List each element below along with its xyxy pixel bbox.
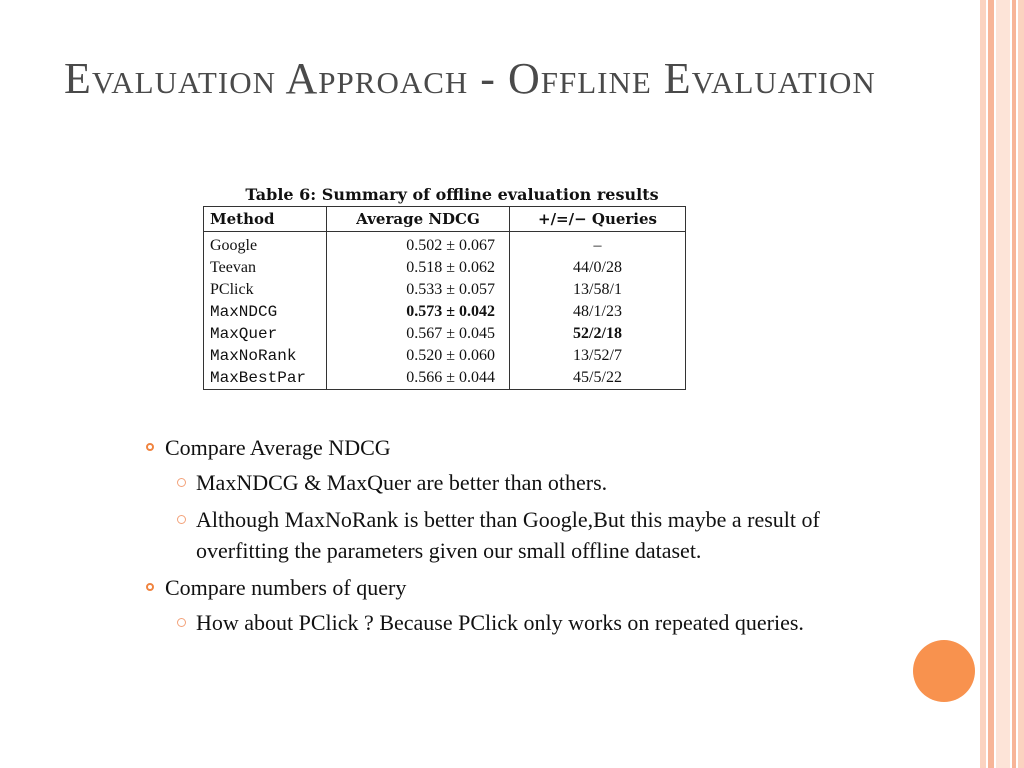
slide-title: Evaluation Approach - Offline Evaluation (64, 54, 876, 103)
bullet-item (145, 432, 865, 463)
results-table (203, 206, 686, 390)
table-row (204, 367, 686, 390)
cell-queries: 52/2/18 (510, 323, 686, 345)
table-row (204, 323, 686, 345)
bullet-marker-icon (146, 443, 154, 451)
header-queries: +/=/− Queries (510, 207, 686, 232)
cell-queries: 48/1/23 (510, 301, 686, 323)
cell-ndcg: 0.520 ± 0.060 (327, 345, 510, 367)
table-row (204, 232, 686, 258)
sub-bullet-item (145, 607, 865, 638)
cell-method: Google (204, 232, 327, 258)
cell-ndcg: 0.567 ± 0.045 (327, 323, 510, 345)
bullet-text: Compare numbers of query (165, 575, 407, 600)
header-method: Method (204, 207, 327, 232)
table-caption: Table 6: Summary of offline evaluation results (245, 185, 659, 204)
sub-bullet-marker-icon (177, 618, 186, 627)
cell-queries: – (510, 232, 686, 258)
bullet-item (145, 572, 865, 603)
cell-method: PClick (204, 279, 327, 301)
table-header-row (204, 207, 686, 232)
cell-method: MaxNDCG (204, 301, 327, 323)
table-row (204, 301, 686, 323)
table-row (204, 279, 686, 301)
header-average-ndcg: Average NDCG (327, 207, 510, 232)
results-table-block (203, 185, 693, 390)
table-row (204, 257, 686, 279)
cell-queries: 45/5/22 (510, 367, 686, 390)
cell-queries: 44/0/28 (510, 257, 686, 279)
cell-ndcg: 0.502 ± 0.067 (327, 232, 510, 258)
sub-bullet-text: How about PClick ? Because PClick only works on repeated queries. (196, 610, 804, 635)
cell-method: Teevan (204, 257, 327, 279)
bullet-list (145, 432, 865, 644)
cell-method: MaxNoRank (204, 345, 327, 367)
sub-bullet-marker-icon (177, 478, 186, 487)
cell-ndcg: 0.518 ± 0.062 (327, 257, 510, 279)
sub-bullet-text: MaxNDCG & MaxQuer are better than others. (196, 470, 608, 495)
cell-method: MaxBestPar (204, 367, 327, 390)
bullet-text: Compare Average NDCG (165, 435, 391, 460)
sub-bullet-text: Although MaxNoRank is better than Google,But this maybe a result of overfitting the parameters given our small offline dataset. (196, 507, 820, 563)
cell-queries: 13/52/7 (510, 345, 686, 367)
cell-ndcg: 0.566 ± 0.044 (327, 367, 510, 390)
cell-queries: 13/58/1 (510, 279, 686, 301)
decorative-stripes (980, 0, 1024, 768)
cell-ndcg: 0.573 ± 0.042 (327, 301, 510, 323)
table-row (204, 345, 686, 367)
cell-method: MaxQuer (204, 323, 327, 345)
bullet-marker-icon (146, 583, 154, 591)
decorative-circle (913, 640, 975, 702)
cell-ndcg: 0.533 ± 0.057 (327, 279, 510, 301)
sub-bullet-item (145, 504, 865, 566)
sub-bullet-item (145, 467, 865, 498)
sub-bullet-marker-icon (177, 515, 186, 524)
